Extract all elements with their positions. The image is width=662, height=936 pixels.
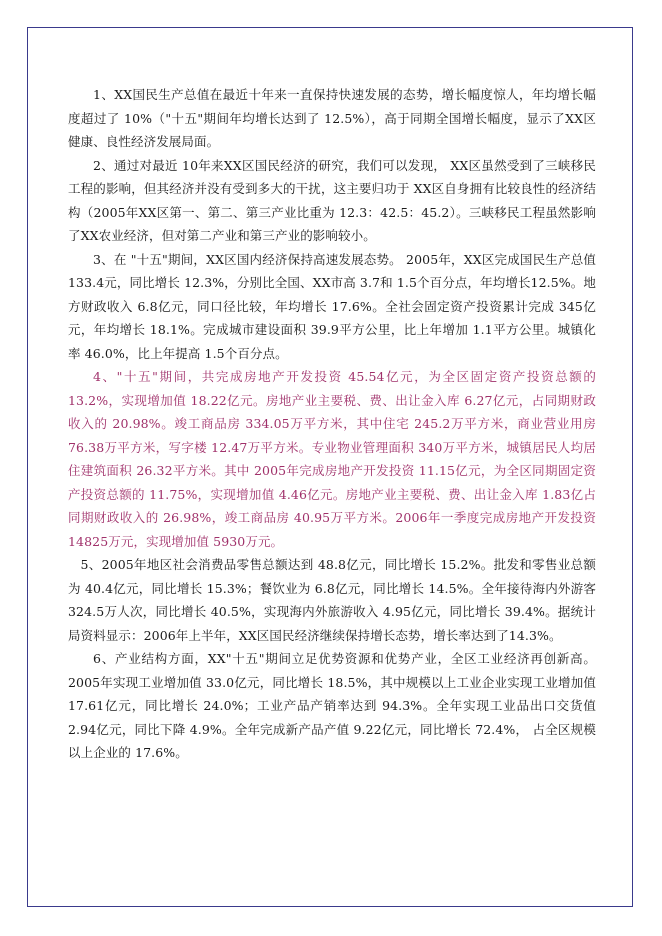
paragraph-real-estate: 4、"十五"期间，共完成房地产开发投资 45.54亿元，为全区固定资产投资总额的13.2%，实现增加值 18.22亿元。房地产业主要税、费、出让金入库 6.27亿元，占同期财政收入的 20.98%。竣工商品房 334.05万平方米，其中住宅 245.2万平方米，商业营业用房 76.38万平方米，写字楼 12.47万平方米。专业物业管理面积 340万平方米，城镇居民人均居住建筑面积 26.32平方米。其中 2005年完成房地产开发投资 11.15亿元，为全区同期固定资产投资总额的 11.75%，实现增加值 4.46亿元。房地产业主要税、费、出让金入库 1.83亿占同期财政收入的 26.98%，竣工商品房 40.95万平方米。2006年一季度完成房地产开发投资 14825万元，实现增加值 5930万元。: [68, 369, 596, 549]
paragraph-tenth-five-year-economy: 3、在 "十五"期间，XX区国内经济保持高速发展态势。 2005年，XX区完成国民生产总值133.4元，同比增长 12.3%，分别比全国、XX市高 3.7和 1.5个百分点，年均增长12.5%。地方财政收入 6.8亿元，同口径比较，年均增长 17.6%。全社会固定资产投资累计完成 345亿元，年均增长 18.1%。完成城市建设面积 39.9平方公里，比上年增加 1.1平方公里。城镇化率 46.0%，比上年提高 1.5个百分点。: [68, 251, 596, 361]
paragraph-economic-structure: 2、通过对最近 10年来XX区国民经济的研究，我们可以发现， XX区虽然受到了三峡移民工程的影响，但其经济并没有受到多大的干扰，这主要归功于 XX区自身拥有比较良性的经济结构（2005年XX区第一、第二、第三产业比重为 12.3：42.5：45.2）。三峡移民工程虽然影响了XX农业经济，但对第二产业和第三产业的影响较小。: [68, 157, 596, 243]
paragraph-industrial-structure: 6、产业结构方面，XX"十五"期间立足优势资源和优势产业，全区工业经济再创新高。2005年实现工业增加值 33.0亿元，同比增长 18.5%，其中规模以上工业企业实现工业增加值 17.61亿元，同比增长 24.0%；工业产品产销率达到 94.3%。全年实现工业品出口交货值 2.94亿元，同比下降 4.9%。全年完成新产品产值 9.22亿元，同比增长 72.4%， 占全区规模以上企业的 17.6%。: [68, 651, 596, 760]
document-body: [68, 83, 596, 765]
paragraph-gdp-growth: 1、XX国民生产总值在最近十年来一直保持快速发展的态势，增长幅度惊人，年均增长幅度超过了 10%（"十五"期间年均增长达到了 12.5%），高于同期全国增长幅度，显示了XX区健康、良性经济发展局面。: [68, 87, 596, 149]
paragraph-consumption-tourism: 5、2005年地区社会消费品零售总额达到 48.8亿元，同比增长 15.2%。批发和零售业总额为 40.4亿元，同比增长 15.3%；餐饮业为 6.8亿元，同比增长 14.5%。全年接待海内外游客 324.5万人次，同比增长 40.5%，实现海内外旅游收入 4.95亿元，同比增长 39.4%。据统计局资料显示：2006年上半年，XX区国民经济继续保持增长态势，增长率达到了14.3%。: [68, 557, 596, 643]
